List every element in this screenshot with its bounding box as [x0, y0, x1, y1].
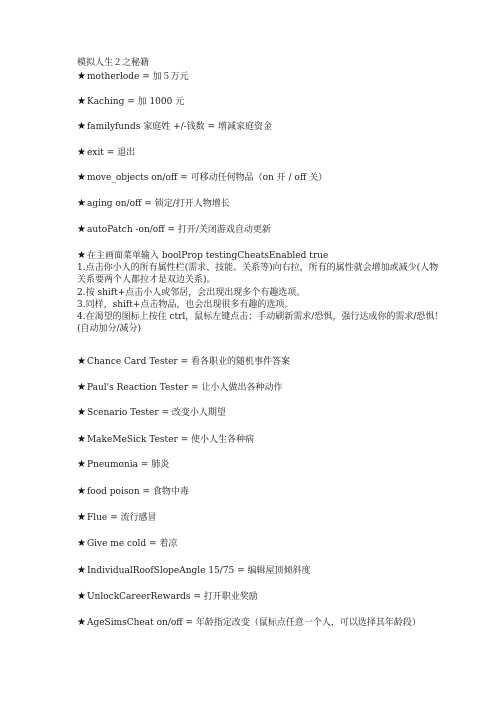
cheat-entry — [77, 94, 184, 107]
cheat-entry — [77, 380, 282, 393]
cheat-text: aging on/off = 锁定/打开人物增长 — [86, 199, 230, 209]
star-icon: ★ — [77, 407, 86, 418]
star-icon: ★ — [77, 224, 86, 235]
cheat-text: Pneumonia = 肺炎 — [86, 460, 170, 470]
instruction-notes — [77, 262, 444, 336]
star-icon: ★ — [77, 198, 86, 209]
star-icon: ★ — [77, 512, 86, 523]
cheat-entry — [77, 536, 177, 549]
cheat-text: Kaching = 加 1000 元 — [86, 97, 185, 107]
cheat-entry — [77, 119, 272, 132]
note-line: (自动加分/减分) — [77, 324, 142, 335]
star-icon: ★ — [77, 565, 86, 576]
cheat-entry — [77, 145, 135, 158]
star-icon: ★ — [77, 617, 86, 628]
cheat-entry — [77, 170, 327, 183]
star-icon: ★ — [77, 591, 86, 602]
cheat-entry — [77, 510, 156, 523]
cheat-text: Chance Card Tester = 看各职业的随机事件答案 — [86, 357, 290, 367]
star-icon: ★ — [77, 382, 86, 393]
cheat-entry — [77, 248, 328, 261]
star-icon: ★ — [77, 434, 86, 445]
document-title: 模拟人生２之秘籍 — [77, 58, 150, 68]
cheat-text: autoPatch -on/off = 打开/关闭游戏自动更新 — [86, 225, 271, 235]
cheat-text: UnlockCareerRewards = 打开职业奖励 — [86, 592, 258, 602]
cheat-entry — [77, 457, 169, 470]
cheat-entry — [77, 432, 254, 445]
cheat-text: IndividualRoofSlopeAngle 15/75 = 编辑屋顶倾斜度 — [86, 566, 311, 576]
cheat-entry — [77, 405, 226, 418]
cheat-entry — [77, 563, 311, 576]
cheat-entry — [77, 354, 290, 367]
cheat-entry — [77, 589, 258, 602]
cheat-text: 在主画面菜单输入 boolProp testingCheatsEnabled true — [86, 251, 329, 261]
star-icon: ★ — [77, 147, 86, 158]
note-line: 关系要两个人都拉才是双边关系)。 — [77, 275, 216, 286]
cheat-entry — [77, 69, 189, 82]
note-line: 1.点击你小人的所有属性栏(需求、技能、关系等)向右拉，所有的属性就会增加或减少(人物 — [77, 263, 439, 273]
cheat-text: AgeSimsCheat on/off = 年龄指定改变（鼠标点任意一个人，可以选择其年龄段） — [86, 618, 421, 628]
cheat-text: Give me cold = 着凉 — [86, 539, 178, 549]
star-icon: ★ — [77, 121, 86, 132]
star-icon: ★ — [77, 356, 86, 367]
note-line: 4.在渴望的图标上按住 ctrl，鼠标左键点击；手动刷新需求/恐惧，强行达成你的需求/恐惧！ — [77, 312, 444, 323]
star-icon: ★ — [77, 96, 86, 107]
cheat-text: MakeMeSick Tester = 使小人生各种病 — [86, 435, 255, 445]
star-icon: ★ — [77, 172, 86, 183]
cheat-text: Flue = 流行感冒 — [86, 513, 157, 523]
cheat-entry — [77, 196, 230, 209]
cheat-entry — [77, 615, 421, 628]
note-line: 2.按 shift+点击小人或邻居，会出现出现多个有趣选项。 — [77, 287, 306, 298]
cheat-entry — [77, 484, 189, 497]
cheat-text: motherlode = 加５万元 — [86, 72, 189, 82]
star-icon: ★ — [77, 71, 86, 82]
cheat-text: Paul's Reaction Tester = 让小人做出各种动作 — [86, 383, 283, 393]
star-icon: ★ — [77, 250, 86, 261]
note-line: 3.同样，shift+点击物品，也会出现很多有趣的选项。 — [77, 299, 294, 310]
cheat-text: move_objects on/off = 可移动任何物品（on 开 / off 关） — [86, 173, 328, 183]
cheat-entry — [77, 222, 271, 235]
cheat-text: Scenario Tester = 改变小人期望 — [86, 408, 226, 418]
star-icon: ★ — [77, 459, 86, 470]
cheat-text: exit = 退出 — [86, 148, 136, 158]
cheat-text: food poison = 食物中毒 — [86, 487, 189, 497]
star-icon: ★ — [77, 486, 86, 497]
cheat-text: familyfunds 家庭姓 +/-钱数 = 增减家庭资金 — [86, 122, 272, 132]
star-icon: ★ — [77, 538, 86, 549]
